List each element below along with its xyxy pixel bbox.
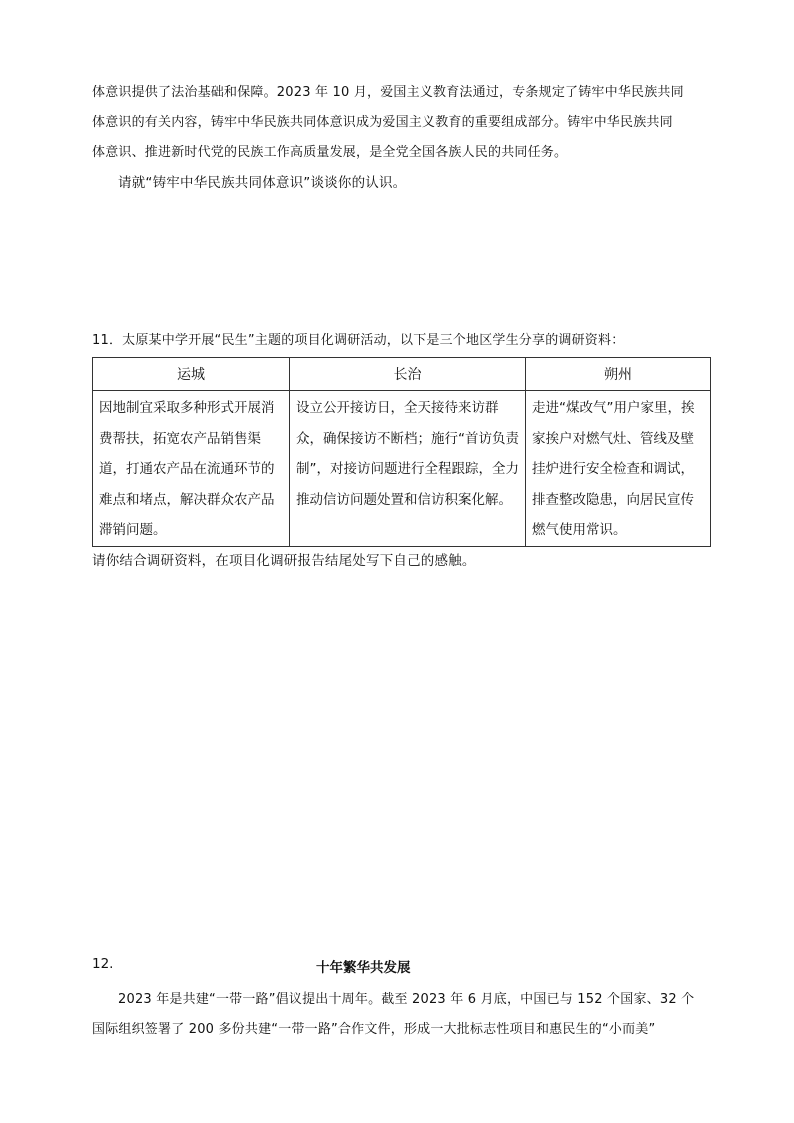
question-12-body xyxy=(92,985,712,1045)
header-yuncheng: 运城 xyxy=(93,358,290,391)
table-header-row xyxy=(93,358,711,391)
question-11-prompt-block xyxy=(92,546,712,576)
paragraph-line: 体意识、推进新时代党的民族工作高质量发展，是全党全国各族人民的共同任务。 xyxy=(92,145,568,160)
header-shuozhou: 朔州 xyxy=(526,358,711,391)
question-12-title: 十年繁华共发展 xyxy=(316,960,411,976)
cell-shuozhou: 走进“煤改气”用户家里，挨家挨户对燃气灶、管线及壁挂炉进行安全检查和调试，排查整改隐患，向居民宣传燃气使用常识。 xyxy=(526,391,711,547)
question-12-heading xyxy=(92,956,712,980)
question-11-intro: 11．太原某中学开展“民生”主题的项目化调研活动，以下是三个地区学生分享的调研资料： xyxy=(92,333,625,348)
question-11-intro-block xyxy=(92,326,712,356)
cell-changzhi: 设立公开接访日，全天接待来访群众，确保接访不断档；施行“首访负责制”，对接访问题进行全程跟踪，全力推动信访问题处置和信访积案化解。 xyxy=(290,391,526,547)
paragraph-line: 体意识提供了法治基础和保障。2023 年 10 月，爱国主义教育法通过，专条规定了铸牢中华民族共同 xyxy=(92,85,684,100)
cell-yuncheng: 因地制宜采取多种形式开展消费帮扶，拓宽农产品销售渠道，打通农产品在流通环节的难点和堵点，解决群众农产品滞销问题。 xyxy=(93,391,290,547)
paragraph-line: 体意识的有关内容，铸牢中华民族共同体意识成为爱国主义教育的重要组成部分。铸牢中华民族共同 xyxy=(92,115,673,130)
paragraph-line: 2023 年是共建“一带一路”倡议提出十周年。截至 2023 年 6 月底，中国已与 152 个国家、32 个 xyxy=(118,992,695,1007)
table-row xyxy=(93,391,711,547)
paragraph-line: 国际组织签署了 200 多份共建“一带一路”合作文件，形成一大批标志性项目和惠民生的“小而美” xyxy=(92,1022,656,1037)
top-paragraph xyxy=(92,78,712,198)
question-11-prompt: 请你结合调研资料，在项目化调研报告结尾处写下自己的感触。 xyxy=(92,553,476,569)
question-12-number: 12. xyxy=(92,956,114,972)
survey-table xyxy=(92,357,711,547)
header-changzhi: 长治 xyxy=(290,358,526,391)
question-10-prompt: 请就“铸牢中华民族共同体意识”谈谈你的认识。 xyxy=(118,175,407,191)
